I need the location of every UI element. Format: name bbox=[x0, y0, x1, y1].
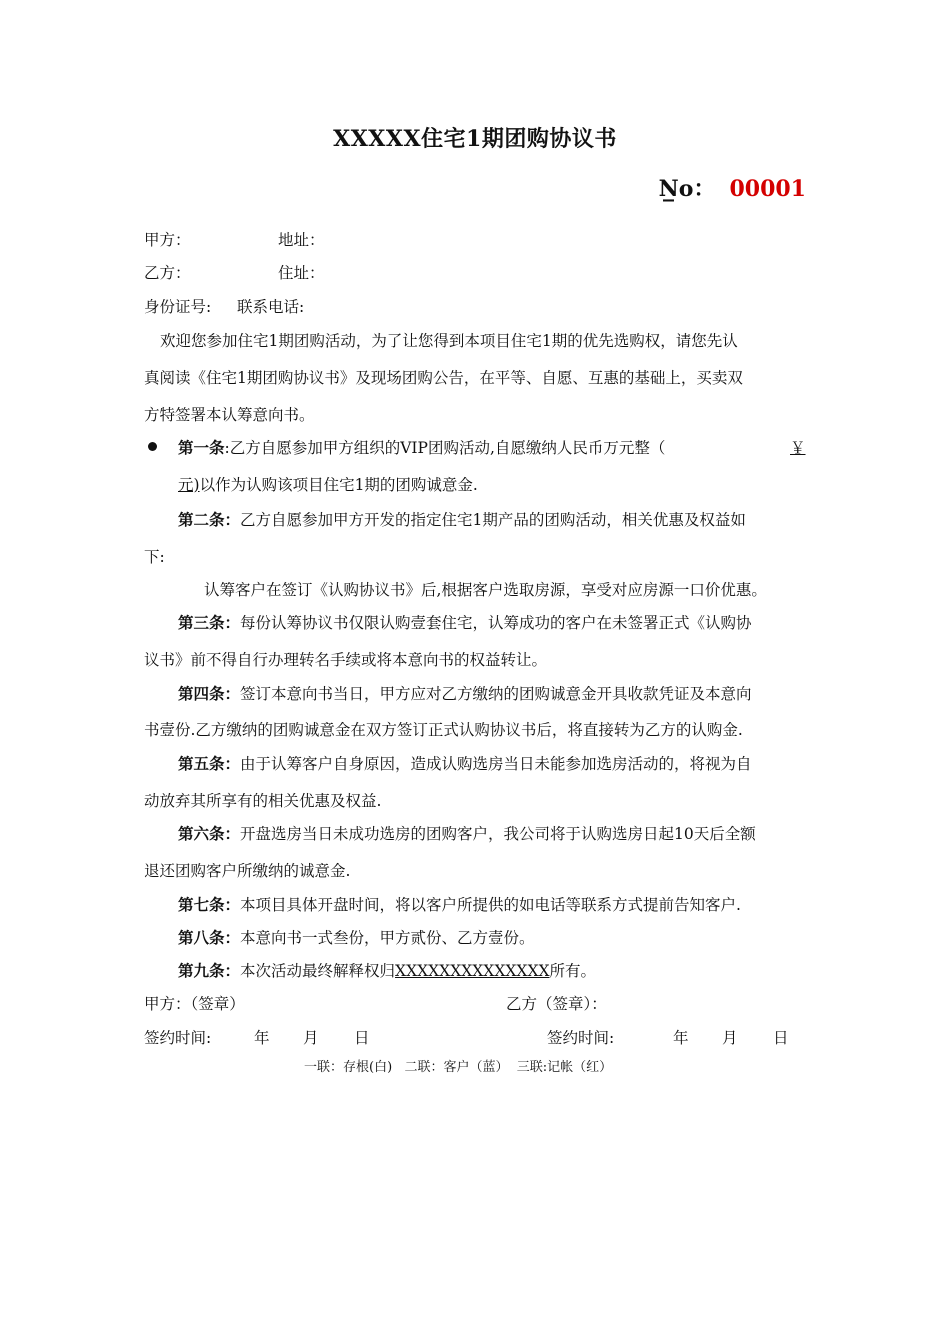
month-label-a: 月 bbox=[303, 1029, 319, 1047]
article-4-text: 签订本意向书当日，甲方应对乙方缴纳的团购诚意金开具收款凭证及本意向 bbox=[240, 685, 752, 703]
article-5-text: 由于认筹客户自身原因，造成认购选房当日未能参加选房活动的，将视为自 bbox=[240, 755, 752, 773]
article-8-line-1 bbox=[178, 926, 535, 948]
article-3-label: 第三条： bbox=[178, 613, 241, 632]
article-2-line-3: 认筹客户在签订《认购协议书》后,根据客户选取房源，享受对应房源一口价优惠。 bbox=[204, 581, 767, 599]
residence-label: 住址： bbox=[278, 264, 325, 282]
article-5-line-1 bbox=[178, 752, 752, 774]
document-title: XXXXX住宅1期团购协议书 bbox=[333, 126, 617, 152]
article-3-text: 每份认筹协议书仅限认购壹套住宅，认筹成功的客户在未签署正式《认购协 bbox=[240, 614, 752, 632]
article-1-text-2: 以作为认购该项目住宅1期的团购诚意金. bbox=[199, 476, 478, 494]
sign-date-label-b: 签约时间: bbox=[547, 1029, 615, 1047]
id-number-label: 身份证号: bbox=[144, 298, 212, 316]
article-2-line-1 bbox=[178, 508, 746, 530]
article-7-text: 本项目具体开盘时间，将以客户所提供的如电话等联系方式提前告知客户. bbox=[240, 896, 741, 914]
day-label-b: 日 bbox=[773, 1029, 789, 1047]
article-9-text: 本次活动最终解释权归 bbox=[240, 962, 396, 980]
article-5-line-2: 动放弃其所享有的相关优惠及权益. bbox=[144, 792, 382, 810]
address-label: 地址： bbox=[278, 231, 325, 249]
party-a-label: 甲方： bbox=[144, 231, 191, 249]
intro-line-2: 真阅读《住宅1期团购协议书》及现场团购公告，在平等、自愿、互惠的基础上，买卖双 bbox=[144, 369, 743, 387]
article-6-label: 第六条： bbox=[178, 824, 241, 843]
copies-note: 一联：存根(白) 二联：客户（蓝） 三联:记帐（红） bbox=[304, 1060, 613, 1075]
article-9-text-end: 所有。 bbox=[549, 962, 597, 980]
article-8-text: 本意向书一式叁份，甲方贰份、乙方壹份。 bbox=[240, 929, 535, 947]
article-7-line-1 bbox=[178, 893, 741, 915]
article-1-text: :乙方自愿参加甲方组织的VIP团购活动,自愿缴纳人民币万元整（ bbox=[224, 439, 666, 457]
year-label-b: 年 bbox=[673, 1029, 689, 1047]
article-2-line-2: 下: bbox=[144, 548, 165, 566]
sign-date-label-a: 签约时间: bbox=[144, 1029, 212, 1047]
article-4-line-2: 书壹份.乙方缴纳的团购诚意金在双方签订正式认购协议书后，将直接转为乙方的认购金. bbox=[144, 721, 743, 739]
serial-number bbox=[659, 172, 806, 203]
article-1-label: 第一条 bbox=[178, 438, 225, 457]
serial-value: 00001 bbox=[729, 176, 806, 202]
bullet-icon bbox=[148, 442, 157, 451]
article-9-label: 第九条： bbox=[178, 961, 241, 980]
article-5-label: 第五条： bbox=[178, 754, 241, 773]
month-label-b: 月 bbox=[722, 1029, 738, 1047]
yuan-symbol: ￥ bbox=[790, 439, 806, 457]
article-4-label: 第四条： bbox=[178, 684, 241, 703]
article-8-label: 第八条： bbox=[178, 928, 241, 947]
article-9-underlined: XXXXXXXXXXXXXX bbox=[395, 962, 550, 980]
party-b-label: 乙方： bbox=[144, 264, 191, 282]
article-2-text: 乙方自愿参加甲方开发的指定住宅1期产品的团购活动，相关优惠及权益如 bbox=[240, 511, 746, 529]
day-label-a: 日 bbox=[354, 1029, 370, 1047]
article-1-underlined: 元) bbox=[178, 476, 200, 494]
article-2-label: 第二条： bbox=[178, 510, 241, 529]
party-b-signature: 乙方（签章）： bbox=[506, 995, 607, 1013]
phone-label: 联系电话: bbox=[237, 298, 305, 316]
article-9-line-1 bbox=[178, 959, 596, 981]
article-6-text: 开盘选房当日未成功选房的团购客户，我公司将于认购选房日起10天后全额 bbox=[240, 825, 756, 843]
article-3-line-1 bbox=[178, 611, 752, 633]
article-1-line-2 bbox=[178, 473, 478, 495]
year-label-a: 年 bbox=[254, 1029, 270, 1047]
intro-line-3: 方特签署本认筹意向书。 bbox=[144, 406, 315, 424]
article-4-line-1 bbox=[178, 682, 752, 704]
article-7-label: 第七条： bbox=[178, 895, 241, 914]
serial-label: N̲o： bbox=[658, 176, 716, 202]
party-a-signature: 甲方：（签章） bbox=[144, 995, 245, 1013]
article-1-line-1 bbox=[178, 436, 665, 458]
article-6-line-1 bbox=[178, 822, 756, 844]
article-3-line-2: 议书》前不得自行办理转名手续或将本意向书的权益转让。 bbox=[144, 651, 548, 669]
intro-line-1: 欢迎您参加住宅1期团购活动，为了让您得到本项目住宅1期的优先选购权，请您先认 bbox=[160, 332, 738, 350]
article-6-line-2: 退还团购客户所缴纳的诚意金. bbox=[144, 862, 351, 880]
